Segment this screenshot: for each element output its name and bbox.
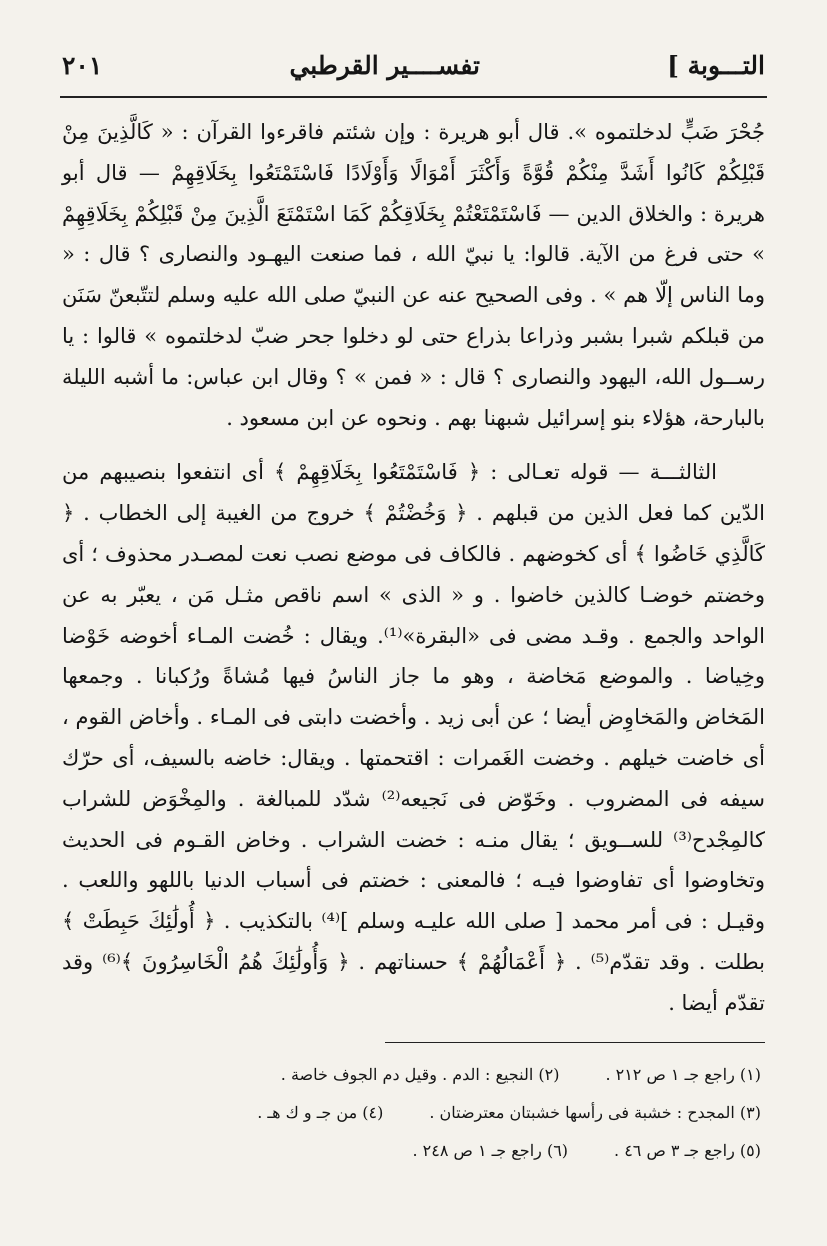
footnote-row bbox=[62, 1094, 761, 1132]
footnote-4: (٤) من جـ و ك هـ . bbox=[257, 1103, 384, 1122]
footnote-1: (١) راجع جـ ١ ص ٢١٢ . bbox=[605, 1065, 761, 1084]
footnote-5: (٥) راجع جـ ٣ ص ٤٦ . bbox=[614, 1141, 761, 1160]
footnote-2: (٢) النجيع : الدم . وقيل دم الجوف خاصة . bbox=[280, 1065, 560, 1084]
main-text bbox=[62, 112, 765, 1024]
footnote-3: (٣) المجدح : خشبة فى رأسها خشبتان معترضتان . bbox=[429, 1103, 761, 1122]
paragraph-third-issue: الثالثـــة — قوله تعـالى : ﴿ فَاسْتَمْتَعُوا بِخَلَاقِهِمْ ﴾ أى انتفعوا بنصيبهم من الدّين كما فعل الذين من قبلهم . ﴿ وَخُضْتُمْ ﴾ خروج من الغيبة إلى الخطاب . ﴿ كَالَّذِي خَاضُوا ﴾ أى كخوضهم . فالكاف فى موضع نصب نعت لمصـدر محذوف ؛ أى وخضتم خوضـا كالذين خاضوا . و « الذى » اسم ناقص مثـل مَن ، يعبّر به عن الواحد والجمع . وقـد مضى فى «البقرة»⁽¹⁾. ويقال : خُضت المـاء أخوضه خَوْضا وخِياضا . والموضع مَخاضة ، وهو ما جاز الناسُ فيها مُشاةً ورُكبانا . وجمعها المَخاض والمَخاوِض أيضا ؛ عن أبى زيد . وأخضت دابتى فى المـاء . وأخاض القوم ، أى خاضت خيلهم . وخضت الغَمرات : اقتحمتها . ويقال: خاضه بالسيف، أى حرّك سيفه فى المضروب . وخَوّض فى نَجيعه⁽²⁾ شدّد للمبالغة . والمِخْوَض للشراب كالمِجْدح⁽³⁾ للســويق ؛ يقال منـه : خضت الشراب . وخاض القـوم فى الحديث وتخاوضوا أى تفاوضوا فيـه ؛ فالمعنى : خضتم فى أسباب الدنيا باللهو واللعب . وقيـل : فى أمر محمد [ صلى الله عليـه وسلم ]⁽⁴⁾ بالتكذيب . ﴿ أُولَٰئِكَ حَبِطَتْ ﴾ بطلت . وقد تقدّم⁽⁵⁾ . ﴿ أَعْمَالُهُمْ ﴾ حسناتهم . ﴿ وَأُولَٰئِكَ هُمُ الْخَاسِرُونَ ﴾⁽⁶⁾ وقد تقدّم أيضا . bbox=[62, 460, 765, 1015]
book-title: تفســــير القرطبي bbox=[289, 50, 480, 80]
paragraph-hadith: جُحْرَ ضَبٍّ لدخلتموه ». قال أبو هريرة : وإن شئتم فاقرءوا القرآن : « كَالَّذِينَ مِنْ قَبْلِكُمْ كَانُوا أَشَدَّ مِنْكُمْ قُوَّةً وَأَكْثَرَ أَمْوَالًا وَأَوْلَادًا فَاسْتَمْتَعُوا بِخَلَاقِهِمْ — قال أبو هريرة : والخلاق الدين — فَاسْتَمْتَعْتُمْ بِخَلَاقِكُمْ كَمَا اسْتَمْتَعَ الَّذِينَ مِنْ قَبْلِكُمْ بِخَلَاقِهِمْ » حتى فرغ من الآية. قالوا: يا نبيّ الله ، فما صنعت اليهـود والنصارى ؟ قال : « وما الناس إلّا هم » . وفى الصحيح عنه عن النبيّ صلى الله عليه وسلم لتتّبعنّ سَنَن من قبلكم شبرا بشبر وذراعا بذراع حتى لو دخلوا جحر ضبّ لدخلتموه » قالوا : يا رســول الله، اليهود والنصارى ؟ قال : « فمن » ؟ وقال ابن عباس: ما أشبه الليلة بالبارحة، هؤلاء بنو إسرائيل شبهنا بهم . ونحوه عن ابن مسعود . bbox=[62, 120, 765, 430]
footnote-row bbox=[62, 1056, 761, 1094]
footnotes bbox=[62, 1056, 761, 1170]
sura-title: التـــوبة ] bbox=[667, 50, 765, 80]
footnote-divider bbox=[385, 1042, 765, 1043]
header-divider bbox=[60, 96, 767, 98]
page-number: ٢٠١ bbox=[62, 50, 103, 80]
footnote-6: (٦) راجع جـ ١ ص ٢٤٨ . bbox=[412, 1141, 569, 1160]
footnote-row bbox=[62, 1132, 761, 1170]
page-header bbox=[62, 40, 765, 90]
